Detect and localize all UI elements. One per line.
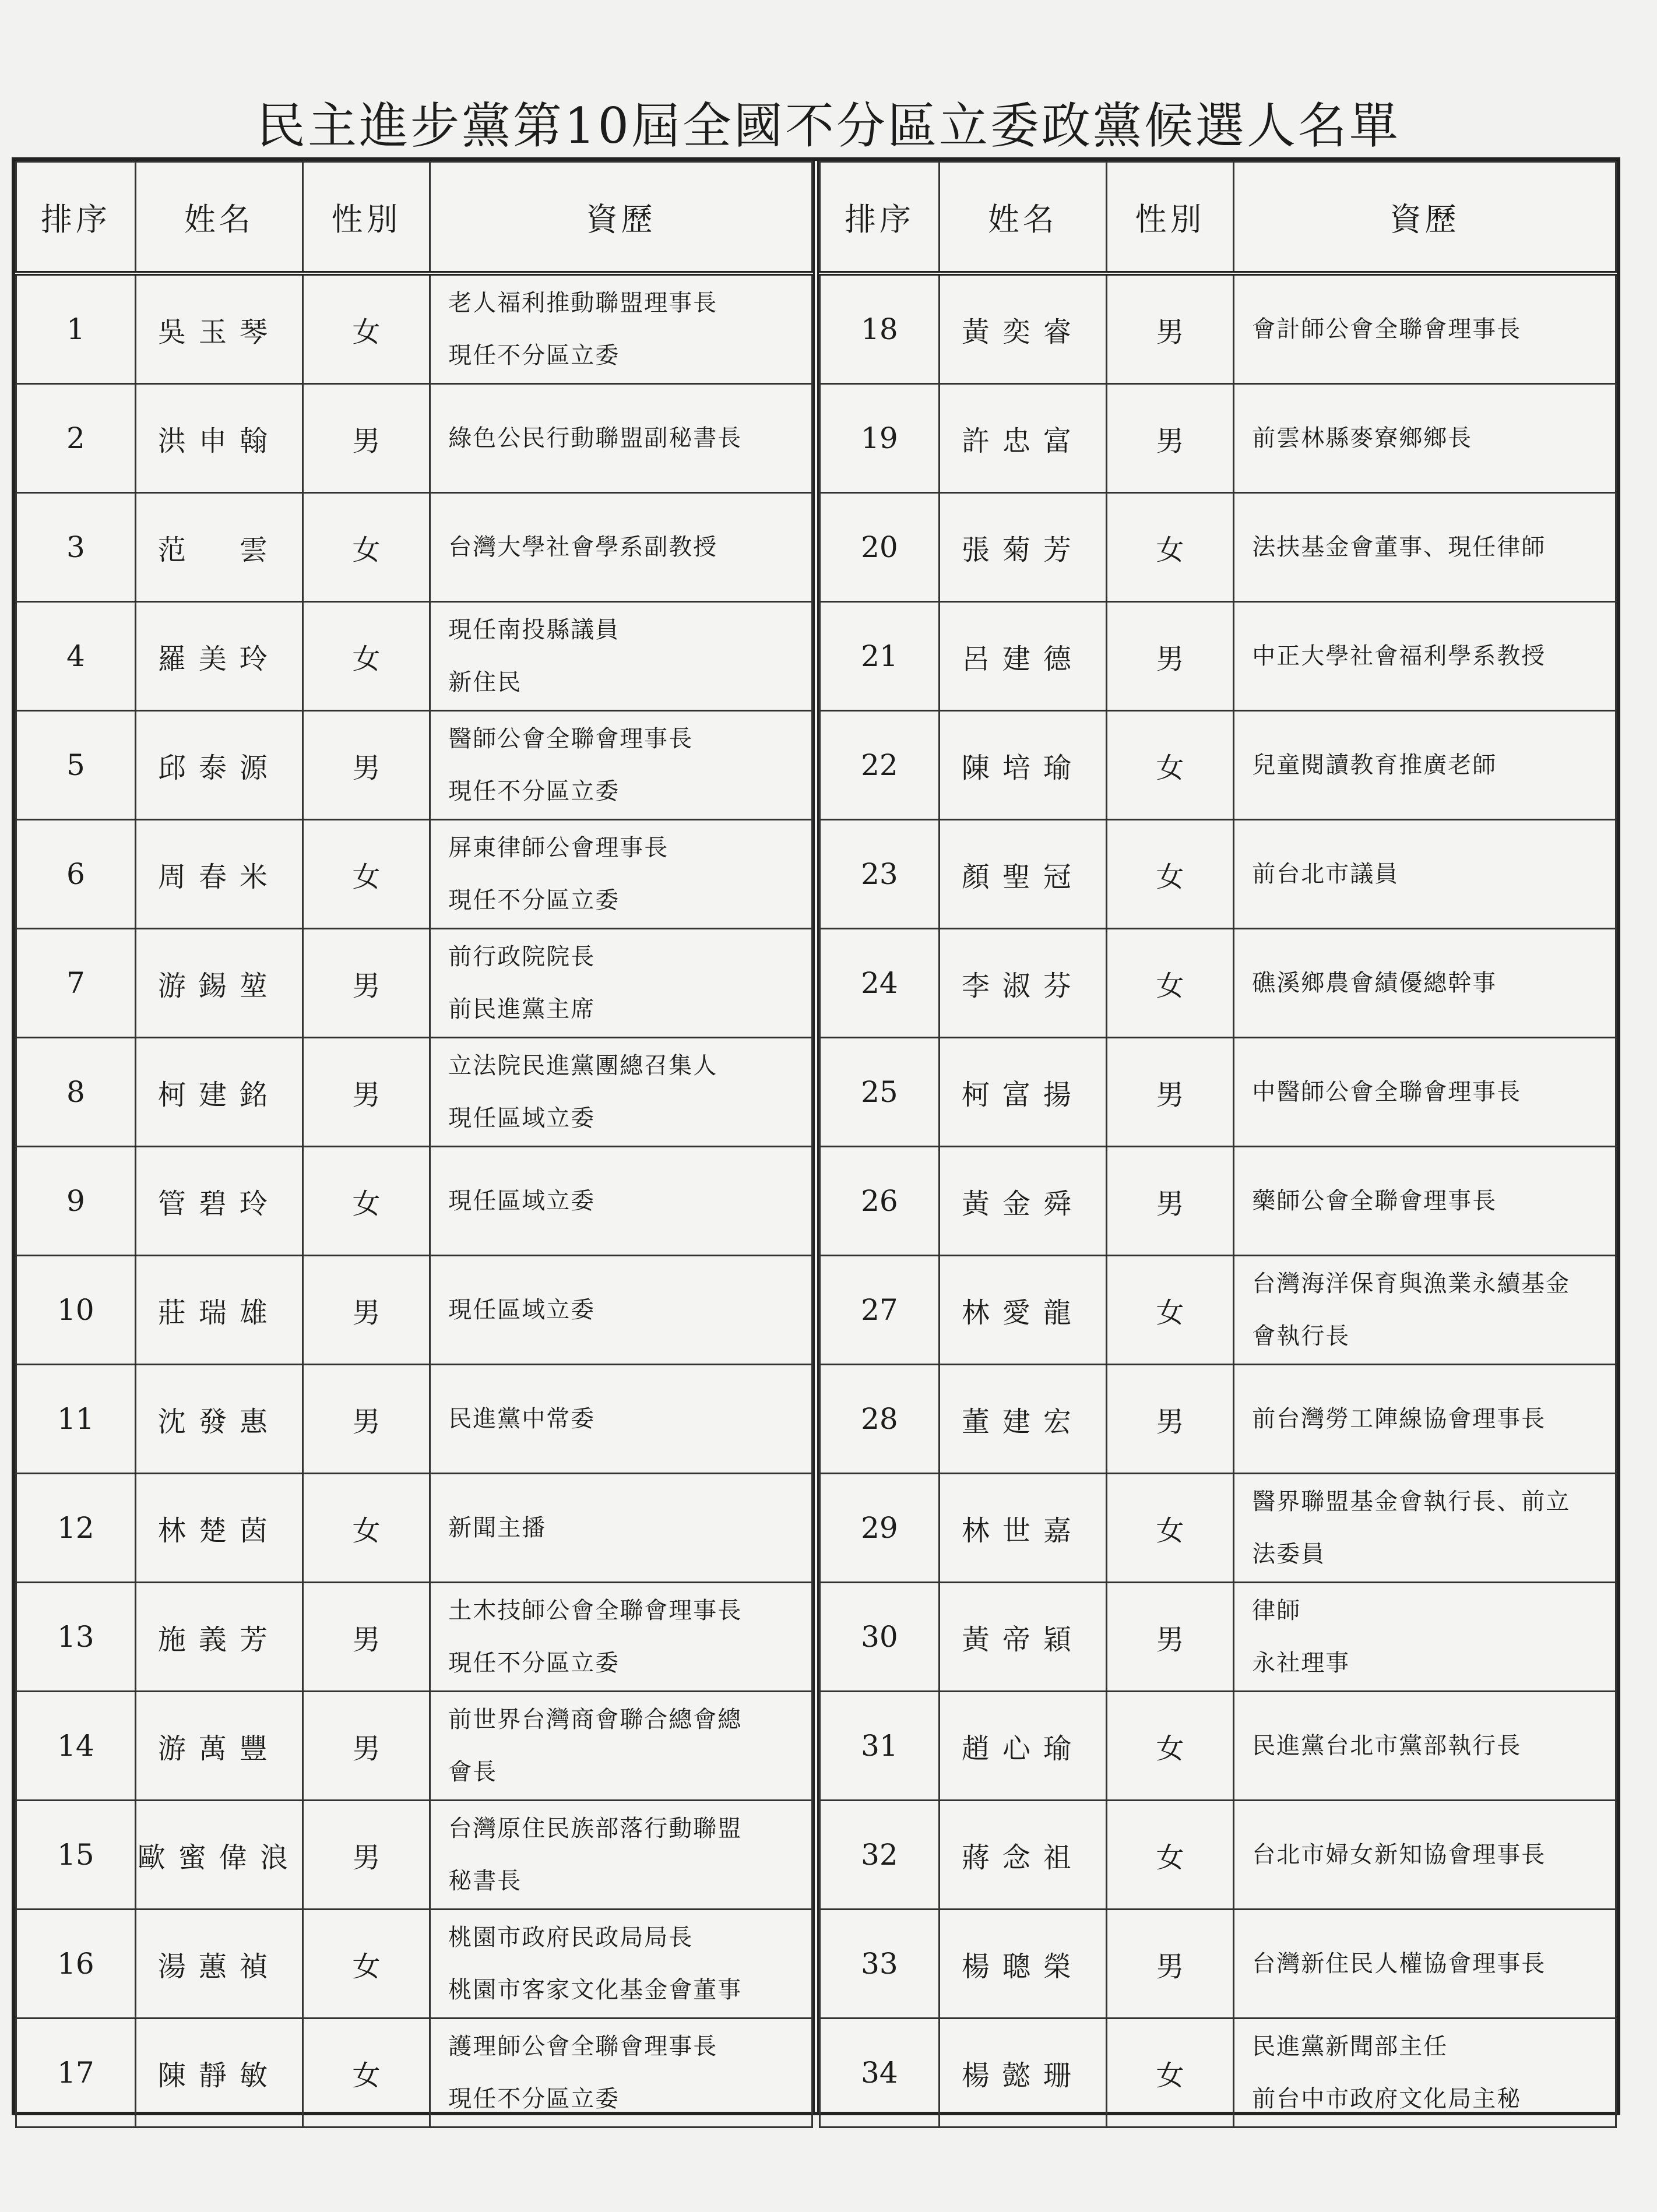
bio-cell <box>430 820 812 929</box>
gender-cell: 女 <box>302 820 430 929</box>
gender-cell: 男 <box>1106 384 1234 493</box>
bio-line: 台灣海洋保育與漁業永續基金 <box>1252 1270 1571 1297</box>
name-cell: 沈發惠 <box>135 1365 302 1474</box>
name-cell: 林愛龍 <box>939 1256 1106 1365</box>
name-cell: 許忠富 <box>939 384 1106 493</box>
table-row <box>16 820 812 929</box>
bio-line: 前台灣勞工陣線協會理事長 <box>1252 1406 1546 1432</box>
header-gender: 性別 <box>1106 162 1234 274</box>
table-row <box>820 1147 1616 1256</box>
table-body-right <box>820 273 1616 2128</box>
bio-line: 法委員 <box>1252 1541 1326 1568</box>
table-right-half <box>819 161 1617 2112</box>
name-cell: 黃帝穎 <box>939 1583 1106 1692</box>
bio-line: 老人福利推動聯盟理事長 <box>448 290 718 316</box>
gender-cell: 男 <box>1106 273 1234 384</box>
table-row <box>16 1474 812 1583</box>
name-cell: 楊懿珊 <box>939 2019 1106 2128</box>
bio-line: 會長 <box>448 1759 498 1785</box>
bio-line: 前雲林縣麥寮鄉鄉長 <box>1252 425 1473 452</box>
name-cell: 張菊芳 <box>939 493 1106 602</box>
gender-cell: 女 <box>302 602 430 711</box>
header-row <box>16 162 812 274</box>
bio-cell <box>1234 1147 1616 1256</box>
bio-line: 秘書長 <box>448 1868 522 1894</box>
gender-cell: 女 <box>1106 1256 1234 1365</box>
bio-cell <box>1234 711 1616 820</box>
bio-cell <box>430 273 812 384</box>
gender-cell: 男 <box>302 1256 430 1365</box>
bio-line: 立法院民進黨團總召集人 <box>448 1052 718 1079</box>
rank-cell: 17 <box>16 2019 136 2128</box>
bio-line: 現任南投縣議員 <box>448 617 620 643</box>
table-row <box>820 929 1616 1038</box>
rank-cell: 4 <box>16 602 136 711</box>
bio-line: 前世界台灣商會聯合總會總 <box>448 1706 743 1733</box>
table-row <box>16 1256 812 1365</box>
rank-cell: 8 <box>16 1038 136 1147</box>
name-cell: 顏聖冠 <box>939 820 1106 929</box>
rank-cell: 7 <box>16 929 136 1038</box>
bio-cell <box>430 929 812 1038</box>
name-cell: 游萬豐 <box>135 1692 302 1801</box>
rank-cell: 6 <box>16 820 136 929</box>
gender-cell: 男 <box>1106 1583 1234 1692</box>
bio-line: 台北市婦女新知協會理事長 <box>1252 1841 1546 1868</box>
table-row <box>820 1038 1616 1147</box>
rank-cell: 21 <box>820 602 940 711</box>
bio-line: 台灣大學社會學系副教授 <box>448 534 718 561</box>
name-cell: 楊聰榮 <box>939 1910 1106 2019</box>
table-row <box>16 1147 812 1256</box>
gender-cell: 女 <box>1106 1474 1234 1583</box>
gender-cell: 女 <box>302 493 430 602</box>
name-cell: 洪申翰 <box>135 384 302 493</box>
bio-line: 現任不分區立委 <box>448 342 620 369</box>
name-cell: 范 雲 <box>135 493 302 602</box>
rank-cell: 12 <box>16 1474 136 1583</box>
bio-line: 現任區域立委 <box>448 1105 596 1132</box>
gender-cell: 男 <box>302 1583 430 1692</box>
bio-line: 新住民 <box>448 669 522 696</box>
header-name: 姓名 <box>135 162 302 274</box>
bio-line: 中醫師公會全聯會理事長 <box>1252 1079 1522 1105</box>
bio-cell <box>430 493 812 602</box>
header-rank: 排序 <box>820 162 940 274</box>
name-cell: 歐蜜偉浪 <box>135 1801 302 1910</box>
bio-line: 台灣新住民人權協會理事長 <box>1252 1950 1546 1977</box>
bio-line: 土木技師公會全聯會理事長 <box>448 1597 743 1624</box>
rank-cell: 11 <box>16 1365 136 1474</box>
name-cell: 湯蕙禎 <box>135 1910 302 2019</box>
rank-cell: 26 <box>820 1147 940 1256</box>
rank-cell: 33 <box>820 1910 940 2019</box>
gender-cell: 女 <box>302 273 430 384</box>
table-row <box>820 1256 1616 1365</box>
gender-cell: 男 <box>1106 602 1234 711</box>
name-cell: 黃奕睿 <box>939 273 1106 384</box>
bio-line: 法扶基金會董事、現任律師 <box>1252 534 1546 561</box>
bio-cell <box>1234 2019 1616 2128</box>
bio-cell <box>430 1801 812 1910</box>
rank-cell: 32 <box>820 1801 940 1910</box>
bio-cell <box>430 602 812 711</box>
name-cell: 陳靜敏 <box>135 2019 302 2128</box>
name-cell: 呂建德 <box>939 602 1106 711</box>
bio-cell <box>430 1474 812 1583</box>
bio-line: 前台中市政府文化局主秘 <box>1252 2086 1522 2112</box>
table-row <box>820 273 1616 384</box>
name-cell: 柯建銘 <box>135 1038 302 1147</box>
bio-cell <box>430 1147 812 1256</box>
bio-cell <box>1234 1801 1616 1910</box>
document-title: 民主進步黨第10屆全國不分區立委政黨候選人名單 <box>256 97 1401 155</box>
gender-cell: 男 <box>1106 1147 1234 1256</box>
bio-line: 前台北市議員 <box>1252 861 1399 887</box>
name-cell: 林楚茵 <box>135 1474 302 1583</box>
bio-cell <box>430 384 812 493</box>
table-body-left <box>16 273 812 2128</box>
bio-cell <box>1234 1583 1616 1692</box>
rank-cell: 25 <box>820 1038 940 1147</box>
table-row <box>16 273 812 384</box>
table-row <box>16 1692 812 1801</box>
gender-cell: 女 <box>302 1147 430 1256</box>
rank-cell: 3 <box>16 493 136 602</box>
rank-cell: 19 <box>820 384 940 493</box>
rank-cell: 15 <box>16 1801 136 1910</box>
rank-cell: 29 <box>820 1474 940 1583</box>
bio-cell <box>1234 1692 1616 1801</box>
name-cell: 管碧玲 <box>135 1147 302 1256</box>
header-bio: 資歷 <box>430 162 812 274</box>
rank-cell: 1 <box>16 273 136 384</box>
bio-line: 民進黨中常委 <box>448 1406 596 1432</box>
gender-cell: 女 <box>1106 2019 1234 2128</box>
bio-line: 現任不分區立委 <box>448 2086 620 2112</box>
table-row <box>820 493 1616 602</box>
name-cell: 周春米 <box>135 820 302 929</box>
gender-cell: 男 <box>302 1365 430 1474</box>
rank-cell: 31 <box>820 1692 940 1801</box>
gender-cell: 女 <box>302 1474 430 1583</box>
bio-line: 會執行長 <box>1252 1323 1350 1350</box>
rank-cell: 23 <box>820 820 940 929</box>
table-row <box>16 1365 812 1474</box>
bio-line: 律師 <box>1252 1597 1301 1624</box>
rank-cell: 27 <box>820 1256 940 1365</box>
rank-cell: 14 <box>16 1692 136 1801</box>
bio-line: 現任區域立委 <box>448 1188 596 1214</box>
bio-cell <box>1234 1365 1616 1474</box>
gender-cell: 男 <box>1106 1365 1234 1474</box>
table-row <box>820 384 1616 493</box>
table-row <box>16 711 812 820</box>
bio-line: 藥師公會全聯會理事長 <box>1252 1188 1497 1214</box>
rank-cell: 22 <box>820 711 940 820</box>
table-row <box>820 711 1616 820</box>
name-cell: 蔣念祖 <box>939 1801 1106 1910</box>
bio-line: 醫師公會全聯會理事長 <box>448 725 694 752</box>
bio-cell <box>430 1692 812 1801</box>
bio-line: 桃園市客家文化基金會董事 <box>448 1977 743 2003</box>
name-cell: 趙心瑜 <box>939 1692 1106 1801</box>
table-row <box>16 1038 812 1147</box>
bio-line: 現任不分區立委 <box>448 887 620 914</box>
rank-cell: 5 <box>16 711 136 820</box>
bio-line: 新聞主播 <box>448 1514 547 1541</box>
bio-line: 前民進黨主席 <box>448 996 596 1023</box>
name-cell: 邱泰源 <box>135 711 302 820</box>
rank-cell: 10 <box>16 1256 136 1365</box>
name-cell: 董建宏 <box>939 1365 1106 1474</box>
bio-cell <box>1234 929 1616 1038</box>
bio-line: 護理師公會全聯會理事長 <box>448 2033 718 2060</box>
table-row <box>820 1692 1616 1801</box>
table-row <box>820 1583 1616 1692</box>
name-cell: 黃金舜 <box>939 1147 1106 1256</box>
table-row <box>16 384 812 493</box>
rank-cell: 9 <box>16 1147 136 1256</box>
gender-cell: 女 <box>1106 820 1234 929</box>
bio-cell <box>1234 1038 1616 1147</box>
rank-cell: 16 <box>16 1910 136 2019</box>
name-cell: 柯富揚 <box>939 1038 1106 1147</box>
bio-line: 中正大學社會福利學系教授 <box>1252 643 1546 670</box>
table-row <box>820 1474 1616 1583</box>
rank-cell: 20 <box>820 493 940 602</box>
table-row <box>16 493 812 602</box>
bio-line: 礁溪鄉農會績優總幹事 <box>1252 970 1497 996</box>
bio-cell <box>430 1583 812 1692</box>
table-row <box>16 1583 812 1692</box>
bio-line: 會計師公會全聯會理事長 <box>1252 316 1522 343</box>
name-cell: 施義芳 <box>135 1583 302 1692</box>
gender-cell: 女 <box>1106 493 1234 602</box>
rank-cell: 24 <box>820 929 940 1038</box>
bio-line: 桃園市政府民政局局長 <box>448 1924 694 1951</box>
table-row <box>16 929 812 1038</box>
name-cell: 林世嘉 <box>939 1474 1106 1583</box>
name-cell: 李淑芬 <box>939 929 1106 1038</box>
bio-cell <box>1234 273 1616 384</box>
bio-line: 醫界聯盟基金會執行長、前立 <box>1252 1488 1571 1515</box>
gender-cell: 女 <box>1106 1801 1234 1910</box>
candidate-list-table <box>12 157 1620 2115</box>
table-row <box>820 1365 1616 1474</box>
table-row <box>16 1801 812 1910</box>
table-row <box>820 1801 1616 1910</box>
table-row <box>16 602 812 711</box>
candidate-table-left <box>15 161 813 2128</box>
gender-cell: 男 <box>302 1801 430 1910</box>
table-row <box>820 2019 1616 2128</box>
bio-line: 兒童閱讀教育推廣老師 <box>1252 752 1497 779</box>
name-cell: 吳玉琴 <box>135 273 302 384</box>
bio-line: 現任區域立委 <box>448 1297 596 1323</box>
bio-line: 前行政院院長 <box>448 943 596 970</box>
gender-cell: 女 <box>1106 711 1234 820</box>
rank-cell: 34 <box>820 2019 940 2128</box>
gender-cell: 女 <box>1106 929 1234 1038</box>
bio-cell <box>430 1038 812 1147</box>
rank-cell: 13 <box>16 1583 136 1692</box>
rank-cell: 2 <box>16 384 136 493</box>
bio-cell <box>1234 820 1616 929</box>
gender-cell: 男 <box>302 1038 430 1147</box>
gender-cell: 男 <box>302 929 430 1038</box>
bio-cell <box>1234 1910 1616 2019</box>
table-row <box>16 2019 812 2128</box>
bio-cell <box>430 1365 812 1474</box>
bio-line: 屏東律師公會理事長 <box>448 834 669 861</box>
gender-cell: 男 <box>302 384 430 493</box>
name-cell: 游錫堃 <box>135 929 302 1038</box>
bio-line: 民進黨新聞部主任 <box>1252 2033 1448 2060</box>
rank-cell: 28 <box>820 1365 940 1474</box>
rank-cell: 30 <box>820 1583 940 1692</box>
name-cell: 莊瑞雄 <box>135 1256 302 1365</box>
bio-cell <box>430 711 812 820</box>
table-row <box>820 1910 1616 2019</box>
rank-cell: 18 <box>820 273 940 384</box>
table-row <box>820 602 1616 711</box>
bio-line: 現任不分區立委 <box>448 1650 620 1676</box>
bio-cell <box>430 2019 812 2128</box>
bio-cell <box>1234 1474 1616 1583</box>
name-cell: 陳培瑜 <box>939 711 1106 820</box>
bio-line: 台灣原住民族部落行動聯盟 <box>448 1815 743 1842</box>
header-row <box>820 162 1616 274</box>
candidate-table-right <box>819 161 1617 2128</box>
header-gender: 性別 <box>302 162 430 274</box>
bio-cell <box>430 1910 812 2019</box>
gender-cell: 男 <box>302 711 430 820</box>
table-left-half <box>15 161 819 2112</box>
bio-cell <box>1234 602 1616 711</box>
header-bio: 資歷 <box>1234 162 1616 274</box>
gender-cell: 女 <box>1106 1692 1234 1801</box>
bio-cell <box>430 1256 812 1365</box>
table-row <box>820 820 1616 929</box>
header-name: 姓名 <box>939 162 1106 274</box>
name-cell: 羅美玲 <box>135 602 302 711</box>
bio-line: 民進黨台北市黨部執行長 <box>1252 1732 1522 1759</box>
gender-cell: 男 <box>1106 1038 1234 1147</box>
gender-cell: 男 <box>1106 1910 1234 2019</box>
gender-cell: 女 <box>302 1910 430 2019</box>
bio-cell <box>1234 384 1616 493</box>
header-rank: 排序 <box>16 162 136 274</box>
bio-line: 現任不分區立委 <box>448 778 620 805</box>
table-row <box>16 1910 812 2019</box>
bio-line: 綠色公民行動聯盟副秘書長 <box>448 425 743 452</box>
bio-cell <box>1234 493 1616 602</box>
bio-cell <box>1234 1256 1616 1365</box>
bio-line: 永社理事 <box>1252 1650 1350 1676</box>
gender-cell: 女 <box>302 2019 430 2128</box>
gender-cell: 男 <box>302 1692 430 1801</box>
